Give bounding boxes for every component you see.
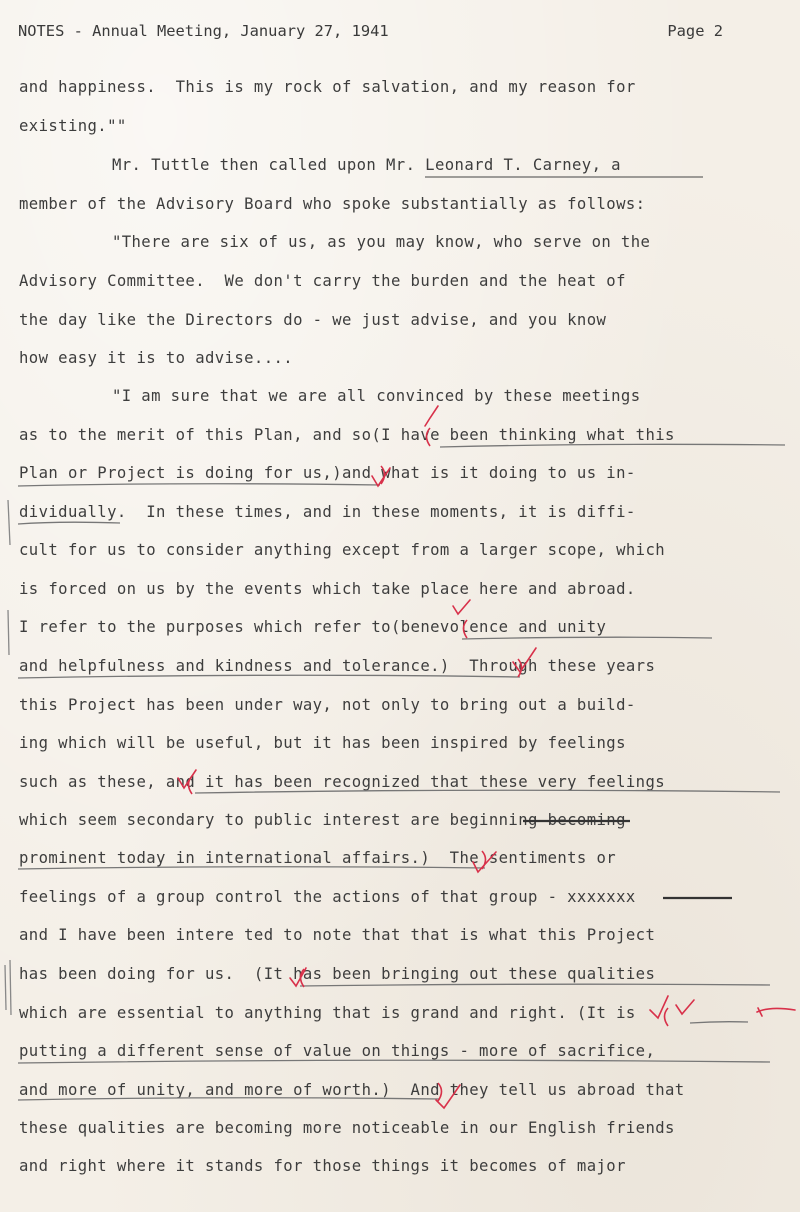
red-check-mark — [425, 406, 438, 426]
red-parentheses — [189, 428, 669, 1101]
red-open-paren — [665, 1008, 669, 1026]
text-line: which seem secondary to public interest are beginning becoming — [19, 811, 626, 829]
text-line: prominent today in international affairs.) The sentiments or — [19, 849, 617, 867]
margin-bar — [10, 960, 11, 1015]
text-line: Plan or Project is doing for us,)and what is it doing to us in- — [19, 464, 636, 482]
margin-bar — [5, 965, 6, 1010]
text-line: the day like the Directors do - we just advise, and you know — [19, 311, 607, 329]
margin-bar — [8, 610, 9, 655]
text-line: and more of unity, and more of worth.) And they tell us abroad that — [19, 1081, 685, 1099]
text-line: cult for us to consider anything except from a larger scope, which — [19, 541, 666, 559]
pencil-underline — [300, 984, 770, 986]
text-line: member of the Advisory Board who spoke substantially as follows: — [19, 195, 646, 213]
pencil-underline — [18, 522, 120, 524]
page-header — [18, 16, 723, 46]
text-line: which are essential to anything that is grand and right. (It is — [19, 1004, 636, 1022]
text-line: such as these, and it has been recognized that these very feelings — [19, 773, 666, 791]
text-line: ing which will be useful, but it has been inspired by feelings — [19, 734, 626, 752]
text-line: feelings of a group control the actions of that group - xxxxxxx — [19, 888, 636, 906]
text-line: has been doing for us. (It has been bringing out these qualities — [19, 965, 656, 983]
pencil-underline — [440, 444, 785, 447]
text-line: putting a different sense of value on things - more of sacrifice, — [19, 1042, 656, 1060]
text-line: and happiness. This is my rock of salvation, and my reason for — [19, 78, 636, 96]
pencil-underline — [690, 1022, 748, 1023]
text-line: this Project has been under way, not only to bring out a build- — [19, 696, 636, 714]
header-title: NOTES - Annual Meeting, January 27, 1941 — [18, 22, 389, 40]
pencil-underline — [18, 1060, 770, 1063]
text-line: "I am sure that we are all convinced by these meetings — [63, 387, 641, 405]
text-line: is forced on us by the events which take place here and abroad. — [19, 580, 636, 598]
text-line: and right where it stands for those things it becomes of major — [19, 1157, 626, 1175]
red-check-mark — [676, 1000, 694, 1014]
text-line: Mr. Tuttle then called upon Mr. Leonard T. Carney, a — [63, 156, 621, 174]
text-line: and I have been intere ted to note that that is what this Project — [19, 926, 656, 944]
pencil-underline — [18, 484, 380, 486]
text-line: "There are six of us, as you may know, who serve on the — [63, 233, 651, 251]
pencil-underline — [18, 867, 485, 869]
text-line: dividually. In these times, and in these moments, it is diffi- — [19, 503, 636, 521]
red-dash-mark — [758, 1008, 762, 1016]
text-line: these qualities are becoming more noticeable in our English friends — [19, 1119, 675, 1137]
text-line: Advisory Committee. We don't carry the burden and the heat of — [19, 272, 626, 290]
red-check-mark — [650, 996, 668, 1018]
pencil-underline — [18, 675, 520, 678]
text-line: as to the merit of this Plan, and so(I have been thinking what this — [19, 426, 675, 444]
text-line: and helpfulness and kindness and tolerance.) Through these years — [19, 657, 656, 675]
page-number: Page 2 — [667, 22, 723, 40]
text-line: existing."" — [19, 117, 127, 135]
pencil-underline — [462, 637, 712, 639]
text-line: how easy it is to advise.... — [19, 349, 294, 367]
red-dash-mark — [757, 1008, 795, 1012]
margin-bar — [8, 500, 10, 545]
text-line: I refer to the purposes which refer to(benevolence and unity — [19, 618, 607, 636]
margin-bars — [5, 500, 11, 1015]
red-check-mark — [453, 600, 470, 614]
